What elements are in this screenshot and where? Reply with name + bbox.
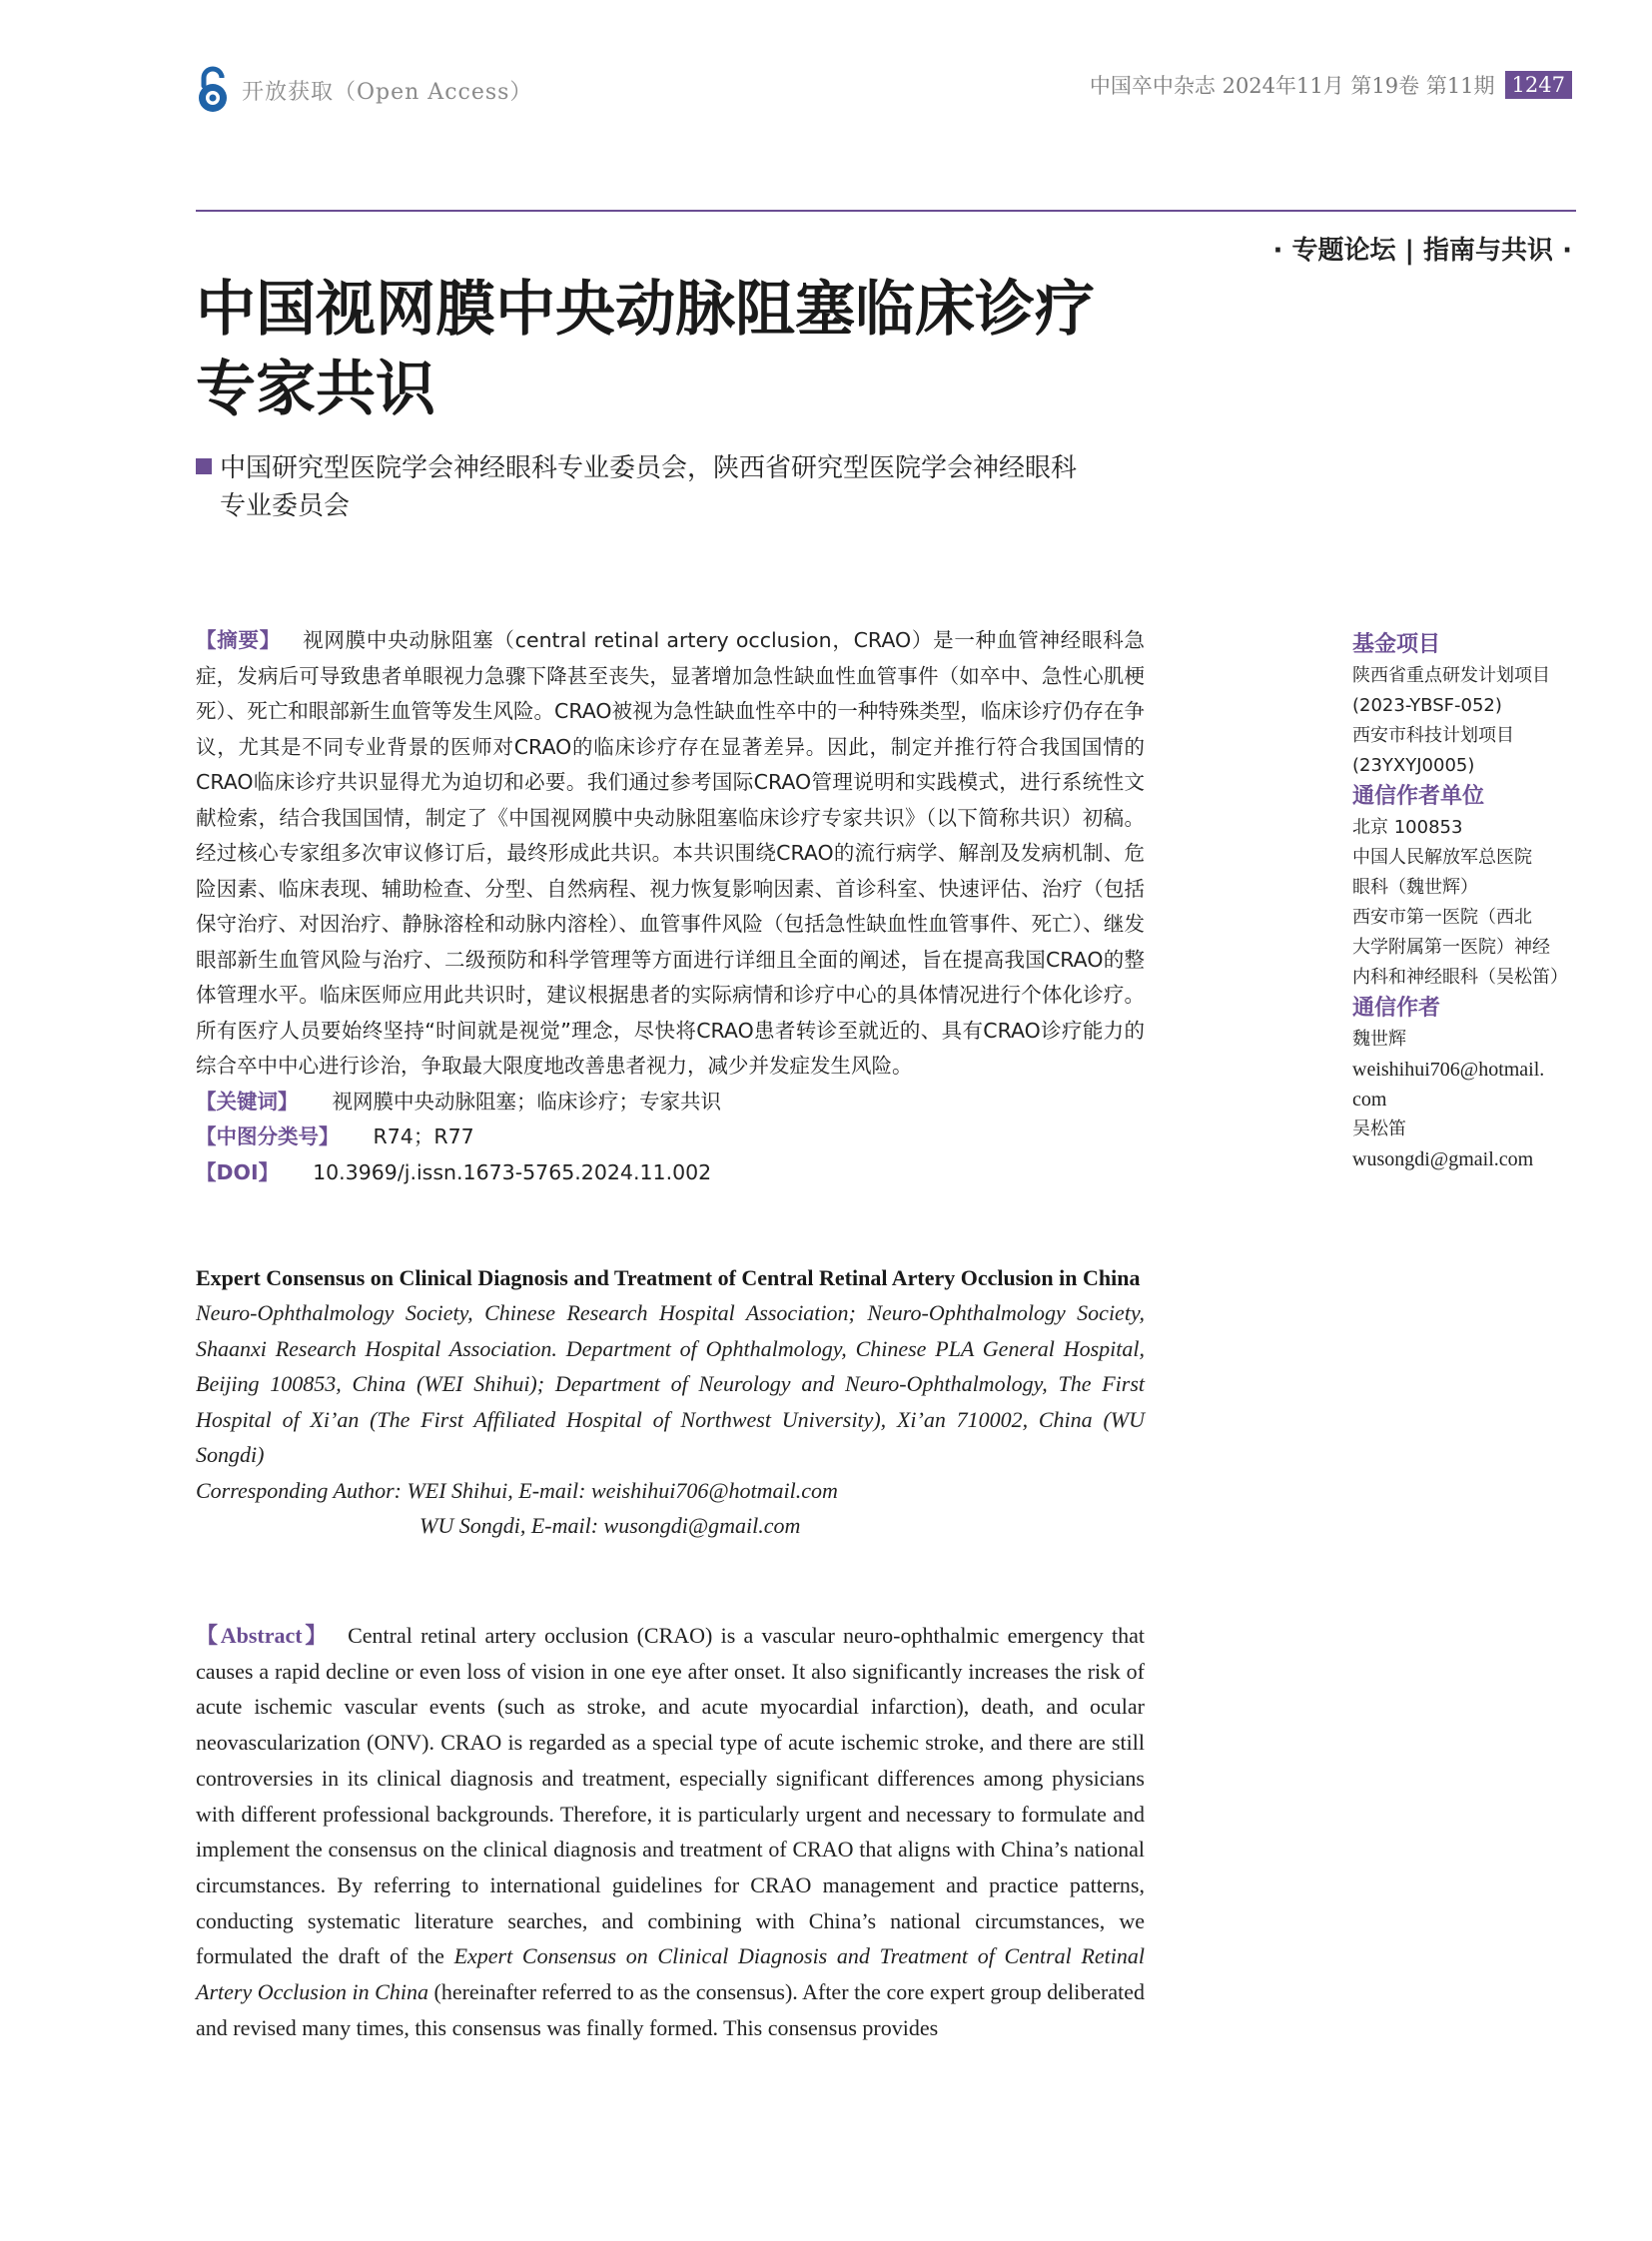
sidebar-notes (1352, 629, 1592, 1174)
unit-line: 大学附属第一医院）神经 (1352, 937, 1550, 958)
column-tag: · 专题论坛 | 指南与共识 · (1272, 236, 1572, 266)
author-line: 中国研究型医院学会神经眼科专业委员会，陕西省研究型医院学会神经眼科 (220, 453, 1078, 483)
english-abstract-italic: Expert Consensus on Clinical Diagnosis and Treatment of Central Retinal Artery Occlusion in China (196, 1943, 1145, 2005)
fund-code: (2023-YBSF-052) (1352, 695, 1502, 716)
journal-info: 中国卒中杂志 2024年11月 第19卷 第11期 (1089, 74, 1495, 98)
english-abstract-text-2: (hereinafter referred to as the consensus). After the core expert group deliberated and revised many times, this consensus was finally formed. This consensus provides (196, 1979, 1145, 2040)
english-abstract-label: 【Abstract】 (196, 1623, 331, 1648)
author-email: com (1352, 1089, 1387, 1111)
chinese-abstract (196, 623, 1145, 1190)
keywords-label: 【关键词】 (196, 1089, 299, 1114)
unit-heading: 通信作者单位 (1352, 784, 1485, 809)
journal-header (1090, 70, 1572, 100)
unit-line: 内科和神经眼科（吴松笛） (1352, 967, 1568, 988)
english-affiliation: Neuro-Ophthalmology Society, Chinese Research Hospital Association; Neuro-Ophthalmology Society, Shaanxi Research Hospital Association. Department of Ophthalmology, Chinese PLA General Hospital, Beijing 100853, China (WEI Shihui); Department of Neurology and Neuro-Ophthalmology, The First Hospital of Xi’an (The First Affiliated Hospital of Northwest University), Xi’an 710002, China (WU Songdi) (196, 1300, 1145, 1467)
unit-line: 眼科（魏世辉） (1352, 877, 1478, 898)
open-access-lock-icon (196, 66, 230, 114)
keywords-line (196, 1085, 1145, 1120)
english-title: Expert Consensus on Clinical Diagnosis and Treatment of Central Retinal Artery Occlusion in China (196, 1265, 1141, 1290)
fund-heading: 基金项目 (1352, 632, 1441, 657)
english-abstract (196, 1618, 1145, 2045)
unit-line: 北京 100853 (1352, 817, 1463, 838)
open-access-label: 开放获取（Open Access） (242, 79, 533, 105)
title-line: 专家共识 (196, 355, 435, 424)
clc-label: 【中图分类号】 (196, 1124, 340, 1148)
abstract-paragraph (196, 623, 1145, 1085)
unit-line: 西安市第一医院（西北 (1352, 907, 1532, 928)
doi-line (196, 1155, 1145, 1191)
author-name: 魏世辉 (1352, 1029, 1406, 1050)
author-name: 吴松笛 (1352, 1119, 1406, 1139)
clc-text: R74；R77 (373, 1124, 474, 1148)
english-abstract-text-1: Central retinal artery occlusion (CRAO) is a vascular neuro-ophthalmic emergency that causes a rapid decline or even loss of vision in one eye after onset. It also significantly increases the risk of acute ischemic vascular events (such as stroke, and acute myocardial infarction), death, and ocular neovascularization (ONV). CRAO is regarded as a special type of acute ischemic stroke, and there are still controversies in its clinical diagnosis and treatment, especially significant differences among physicians with different professional backgrounds. Therefore, it is particularly urgent and necessary to formulate and implement the consensus on the clinical diagnosis and treatment of CRAO that aligns with China’s national circumstances. By referring to international guidelines for CRAO management and practice patterns, conducting systematic literature searches, and combining with China’s national circumstances, we formulated the draft of the (196, 1623, 1145, 1969)
author-line: 专业委员会 (220, 491, 351, 521)
author-heading: 通信作者 (1352, 996, 1441, 1021)
doi-text: 10.3969/j.issn.1673-5765.2024.11.002 (313, 1159, 712, 1184)
corresponding-author-2: WU Songdi, E-mail: wusongdi@gmail.com (419, 1513, 801, 1538)
abstract-label: 【摘要】 (196, 628, 282, 652)
header-rule (196, 210, 1576, 212)
english-header (196, 1260, 1145, 1544)
fund-item: 西安市科技计划项目 (1352, 725, 1514, 746)
unit-line: 中国人民解放军总医院 (1352, 847, 1532, 868)
clc-line (196, 1120, 1145, 1155)
open-access-badge (196, 66, 532, 114)
keywords-text: 视网膜中央动脉阻塞；临床诊疗；专家共识 (332, 1089, 721, 1114)
abstract-text: 视网膜中央动脉阻塞（central retinal artery occlusion，CRAO）是一种血管神经眼科急症，发病后可导致患者单眼视力急骤下降甚至丧失，显著增加急性缺血性血管事件（如卒中、急性心肌梗死）、死亡和眼部新生血管等发生风险。CRAO被视为急性缺血性卒中的一种特殊类型，临床诊疗仍存在争议，尤其是不同专业背景的医师对CRAO的临床诊疗存在显著差异。因此，制定并推行符合我国国情的CRAO临床诊疗共识显得尤为迫切和必要。我们通过参考国际CRAO管理说明和实践模式，进行系统性文献检索，结合我国国情，制定了《中国视网膜中央动脉阻塞临床诊疗专家共识》（以下简称共识）初稿。经过核心专家组多次审议修订后，最终形成此共识。本共识围绕CRAO的流行病学、解剖及发病机制、危险因素、临床表现、辅助检查、分型、自然病程、视力恢复影响因素、首诊科室、快速评估、治疗（包括保守治疗、对因治疗、静脉溶栓和动脉内溶栓）、血管事件风险（包括急性缺血性血管事件、死亡）、继发眼部新生血管风险与治疗、二级预防和科学管理等方面进行详细且全面的阐述，旨在提高我国CRAO的整体管理水平。临床医师应用此共识时，建议根据患者的实际病情和诊疗中心的具体情况进行个体化诊疗。所有医疗人员要始终坚持“时间就是视觉”理念，尽快将CRAO患者转诊至就近的、具有CRAO诊疗能力的综合卒中中心进行诊治，争取最大限度地改善患者视力，减少并发症发生风险。 (196, 628, 1146, 1078)
fund-code: (23YXYJ0005) (1352, 755, 1475, 776)
article-title (196, 270, 1195, 429)
fund-item: 陕西省重点研发计划项目 (1352, 665, 1550, 686)
author-group (196, 449, 1155, 525)
page-number: 1247 (1505, 71, 1572, 99)
corresponding-author-1: Corresponding Author: WEI Shihui, E-mail: weishihui706@hotmail.com (196, 1477, 838, 1503)
bullet-square-icon (196, 458, 212, 474)
title-line: 中国视网膜中央动脉阻塞临床诊疗 (196, 275, 1095, 345)
doi-label: 【DOI】 (196, 1159, 280, 1184)
author-email: weishihui706@hotmail. (1352, 1059, 1545, 1081)
author-email: wusongdi@gmail.com (1352, 1148, 1534, 1170)
